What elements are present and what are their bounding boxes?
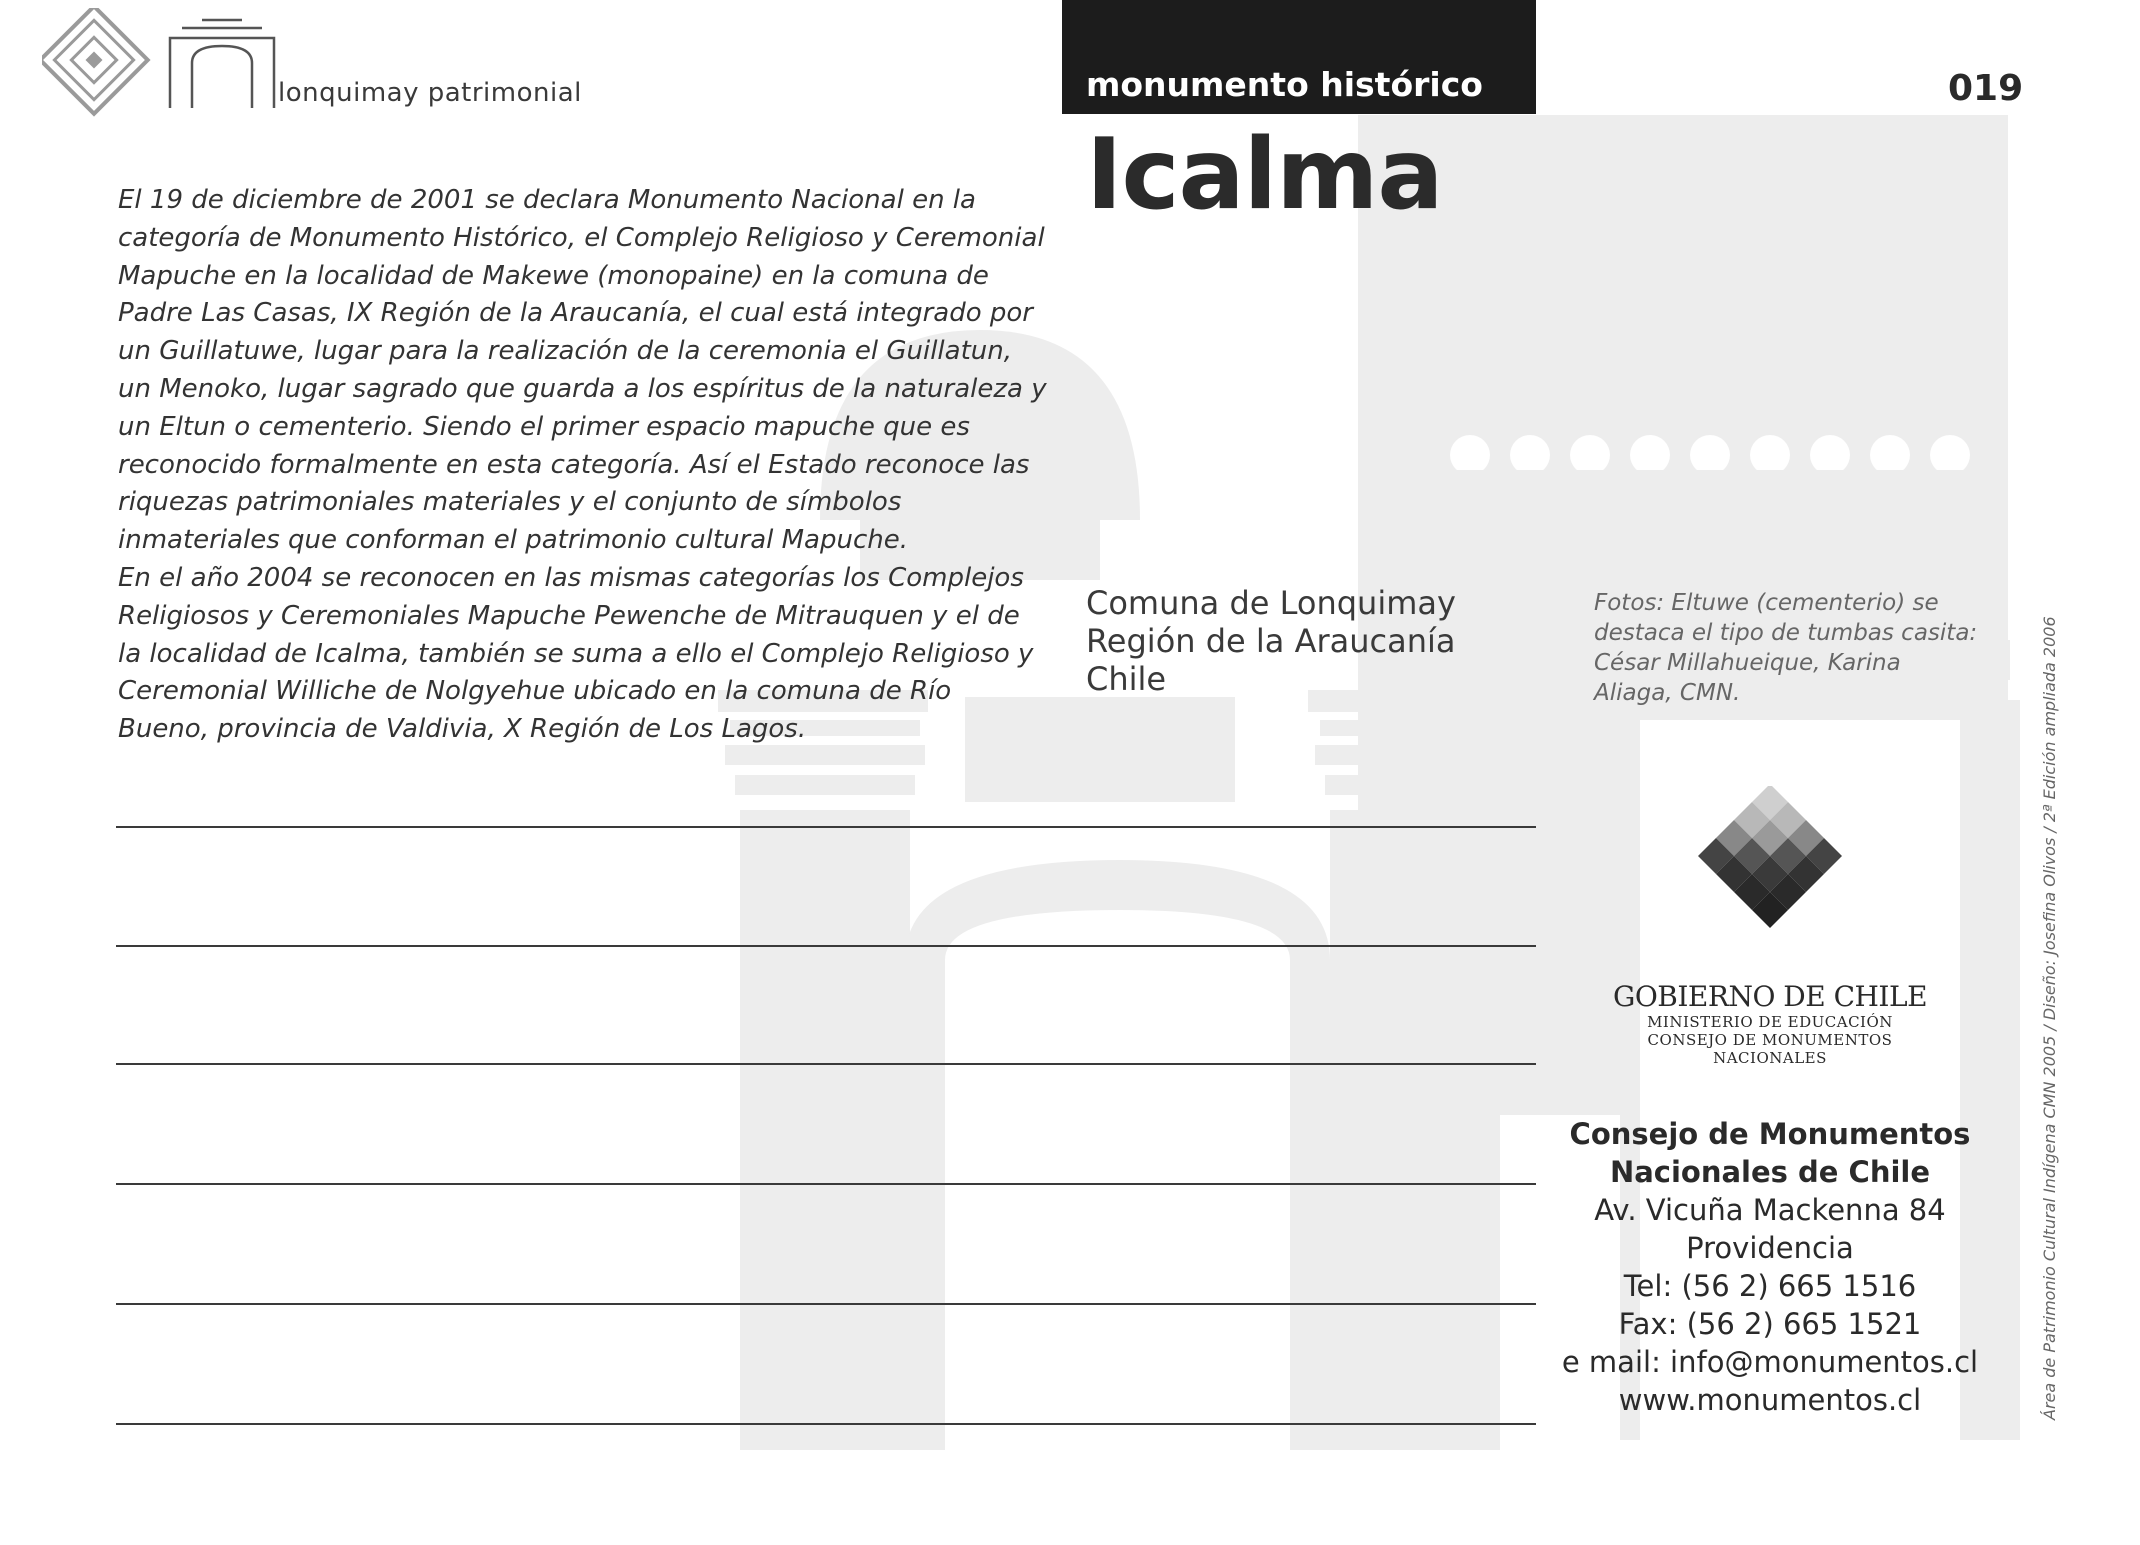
- page-number: 019: [1948, 68, 2024, 109]
- category-bar: [1062, 0, 1536, 114]
- telephone: Tel: (56 2) 665 1516: [1623, 1269, 1917, 1303]
- brand-name: lonquimay patrimonial: [278, 78, 582, 108]
- page-title: Icalma: [1086, 118, 1443, 232]
- email: e mail: info@monumentos.cl: [1561, 1345, 1979, 1379]
- gobierno-logo-icon: [1680, 786, 1860, 956]
- paragraph-1: El 19 de diciembre de 2001 se declara Monumento Nacional en la categoría de Monumento Histórico, el Complejo Religioso y Ceremonial Mapuche en la localidad de Makewe (monopaine) en la comuna de Padre Las Casas, IX Región de la Araucanía, el cual está integrado por un Guillatuwe, lugar para la realización de la ceremonia el Guillatun, un Menoko, lugar sagrado que guarda a los espíritus de la naturaleza y un Eltun o cementerio. Siendo el primer espacio mapuche que es reconocido formalmente en esta categoría. Así el Estado reconoce las riquezas patrimoniales materiales y el conjunto de símbolos inmateriales que conforman el patrimonio cultural Mapuche.: [118, 185, 1047, 556]
- address-line: [116, 1303, 1536, 1305]
- address-line: [116, 826, 1536, 828]
- location-region: Región de la Araucanía: [1086, 622, 1456, 660]
- body-text: [118, 182, 1048, 749]
- organization-name-line2: Nacionales de Chile: [1609, 1155, 1931, 1189]
- location-country: Chile: [1086, 660, 1167, 698]
- photo-credit: Fotos: Eltuwe (cementerio) se destaca el tipo de tumbas casita: César Millahueique, Karina Aliaga, CMN.: [1594, 590, 1978, 706]
- council-name-line1: CONSEJO DE MONUMENTOS: [1647, 1031, 1893, 1049]
- location-block: [1086, 584, 1456, 698]
- address: Av. Vicuña Mackenna 84: [1594, 1193, 1946, 1227]
- contact-block: [1560, 1115, 1980, 1419]
- organization-name-line1: Consejo de Monumentos: [1569, 1117, 1971, 1151]
- lonquimay-logo-icon: [42, 8, 282, 118]
- address-line: [116, 1183, 1536, 1185]
- address-line: [116, 1063, 1536, 1065]
- website: www.monumentos.cl: [1618, 1383, 1922, 1417]
- fax: Fax: (56 2) 665 1521: [1618, 1307, 1922, 1341]
- ministry-name: MINISTERIO DE EDUCACIÓN: [1647, 1013, 1893, 1031]
- address-line: [116, 1423, 1536, 1425]
- address-line: [116, 945, 1536, 947]
- location-commune: Comuna de Lonquimay: [1086, 584, 1456, 622]
- paragraph-2: En el año 2004 se reconocen en las mismas categorías los Complejos Religiosos y Ceremoniales Mapuche Pewenche de Mitrauquen y el de la localidad de Icalma, también se suma a ello el Complejo Religioso y Ceremonial Williche de Nolgyehue ubicado en la comuna de Río Bueno, provincia de Valdivia, X Región de Los Lagos.: [118, 562, 1034, 745]
- side-credit: Área de Patrimonio Cultural Indígena CMN 2005 / Diseño: Josefina Olivos / 2ª Edición ampliada 2006: [2040, 616, 2059, 1420]
- city: Providencia: [1686, 1231, 1854, 1265]
- government-name: GOBIERNO DE CHILE: [1612, 980, 1928, 1013]
- government-name-block: [1560, 980, 1980, 1067]
- category-label: monumento histórico: [1086, 65, 1483, 104]
- council-name-line2: NACIONALES: [1713, 1049, 1827, 1067]
